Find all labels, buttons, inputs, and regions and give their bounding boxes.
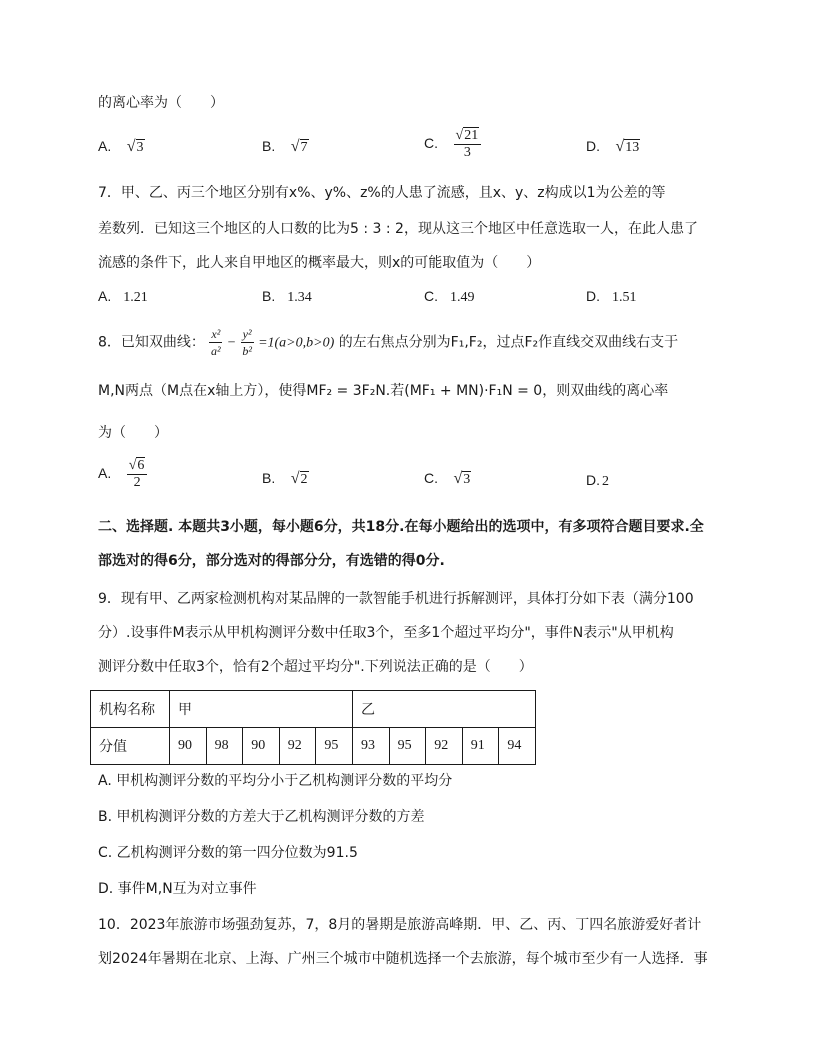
header-label: 机构名称: [91, 691, 170, 728]
score-cell: 91: [462, 728, 499, 765]
q10-line-2: 划2024年暑期在北京、上海、广州三个城市中随机选择一个去旅游，每个城市至少有一人选择．事: [98, 951, 708, 967]
q9-option-a[interactable]: A. 甲机构测评分数的平均分小于乙机构测评分数的平均分: [98, 773, 453, 789]
q6-tail: 的离心率为（ ）: [98, 95, 224, 111]
score-cell: 95: [389, 728, 426, 765]
q8-option-a[interactable]: A. $\frac{√6}{2}$: [98, 458, 147, 491]
q8-line-1: 8．已知双曲线： $\frac{\text{x²}}{\text{a²}}$ − $\frac{\text{y²}}{\text{b²}}$ =1(a>0,b>0) 的左右焦点分别为F₁,F₂，过点F₂作直线交双曲线右支于: [98, 327, 679, 358]
score-cell: 98: [206, 728, 243, 765]
q8-line-3: 为（ ）: [98, 425, 168, 441]
q8-option-d[interactable]: D. 2: [586, 472, 609, 489]
q9-option-b[interactable]: B. 甲机构测评分数的方差大于乙机构测评分数的方差: [98, 809, 425, 825]
score-cell: 95: [316, 728, 353, 765]
q8-option-c[interactable]: C. √3: [424, 470, 471, 487]
q7-option-d[interactable]: D. 1.51: [586, 288, 637, 305]
q6-option-b[interactable]: B. √7: [262, 138, 308, 155]
score-table: [90, 690, 536, 765]
group-b-header: 乙: [353, 691, 536, 728]
q7-line-2: 差数列．已知这三个地区的人口数的比为5 : 3 : 2，现从这三个地区中任意选取一人，在此人患了: [98, 221, 698, 237]
section-2-line-2: 部选对的得6分，部分选对的得部分分，有选错的得0分.: [98, 553, 445, 569]
q9-line-3: 测评分数中任取3个，恰有2个超过平均分".下列说法正确的是（ ）: [98, 659, 533, 675]
q10-line-1: 10．2023年旅游市场强劲复苏，7，8月的暑期是旅游高峰期．甲、乙、丙、丁四名旅游爱好者计: [98, 917, 702, 933]
q7-option-c[interactable]: C. 1.49: [424, 288, 475, 305]
q6-option-d[interactable]: D. √13: [586, 138, 640, 155]
q7-line-1: 7．甲、乙、丙三个地区分别有x%、y%、z%的人患了流感，且x、y、z构成以1为公差的等: [98, 185, 666, 201]
score-cell: 90: [243, 728, 280, 765]
group-a-header: 甲: [170, 691, 353, 728]
table-row: [91, 728, 536, 765]
q9-line-1: 9．现有甲、乙两家检测机构对某品牌的一款智能手机进行拆解测评，具体打分如下表（满分100: [98, 591, 694, 607]
q7-line-3: 流感的条件下，此人来自甲地区的概率最大，则x的可能取值为（ ）: [98, 255, 541, 271]
score-cell: 94: [499, 728, 536, 765]
table-row: [91, 691, 536, 728]
score-cell: 92: [426, 728, 463, 765]
score-cell: 90: [170, 728, 207, 765]
q7-option-b[interactable]: B. 1.34: [262, 288, 312, 305]
q7-option-a[interactable]: A. 1.21: [98, 288, 148, 305]
score-cell: 93: [353, 728, 390, 765]
score-cell: 92: [279, 728, 316, 765]
q8-line-2: M,N两点（M点在x轴上方），使得MF₂ = 3F₂N.若(MF₁ + MN)·F₁N = 0，则双曲线的离心率: [98, 383, 669, 399]
q9-line-2: 分）.设事件M表示从甲机构测评分数中任取3个，至多1个超过平均分"，事件N表示"从甲机构: [98, 625, 674, 641]
q6-option-a[interactable]: A. √3: [98, 138, 144, 155]
q9-option-d[interactable]: D. 事件M,N互为对立事件: [98, 881, 257, 897]
q8-option-b[interactable]: B. √2: [262, 470, 308, 487]
q9-option-c[interactable]: C. 乙机构测评分数的第一四分位数为91.5: [98, 845, 358, 861]
q6-option-c[interactable]: C. $\frac{√21}{3}$: [424, 128, 481, 161]
section-2-line-1: 二、选择题. 本题共3小题，每小题6分，共18分.在每小题给出的选项中，有多项符合题目要求.全: [98, 519, 704, 535]
row-label: 分值: [91, 728, 170, 765]
